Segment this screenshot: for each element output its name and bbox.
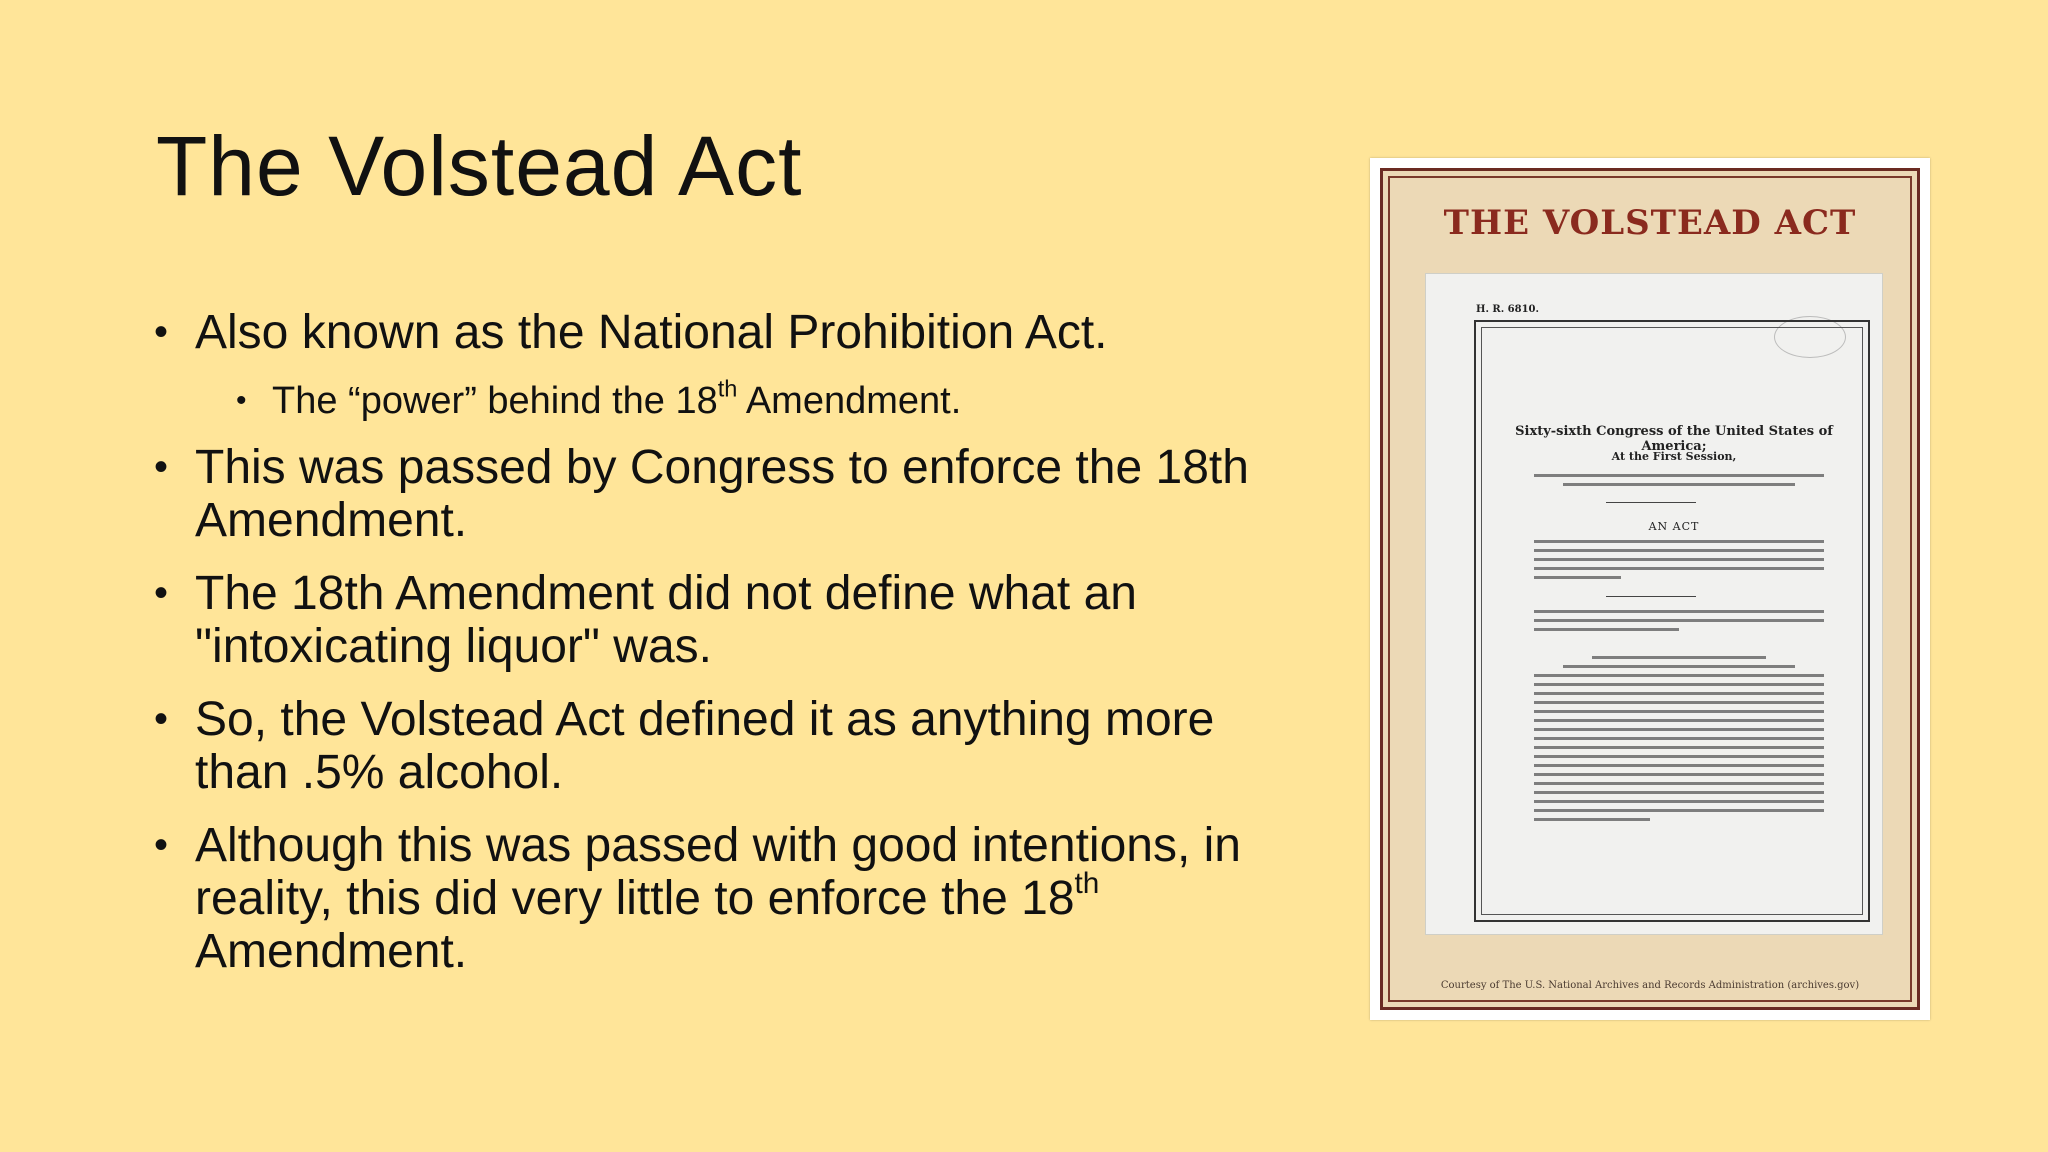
document-poster — [1380, 168, 1920, 1010]
document-congress-line: Sixty-sixth Congress of the United States of America; — [1515, 424, 1833, 454]
bullet-item — [150, 819, 1290, 978]
bullet-dot-icon: • — [154, 823, 169, 867]
bullet-text: Also known as the National Prohibition Act. — [195, 306, 1108, 359]
bill-number: H. R. 6810. — [1476, 304, 1539, 315]
bullet-superscript: th — [1074, 867, 1100, 901]
sub-bullet-superscript: th — [717, 375, 738, 402]
document-heading: THE VOLSTEAD ACT — [1443, 203, 1857, 243]
sub-bullet-text-post: Amendment. — [737, 380, 962, 422]
bullet-dot-icon: • — [154, 697, 169, 741]
document-paper — [1425, 273, 1883, 935]
bullet-text: So, the Volstead Act defined it as anything more than .5% alcohol. — [195, 693, 1215, 799]
bullet-text-post: Amendment. — [195, 925, 468, 978]
bullet-text: The 18th Amendment did not define what an "intoxicating liquor" was. — [195, 567, 1137, 673]
bullet-dot-icon: • — [154, 571, 169, 615]
bullet-dot-icon: • — [236, 384, 247, 417]
bullet-item — [150, 306, 1290, 359]
document-act-label: AN ACT — [1648, 520, 1700, 533]
slide-title: The Volstead Act — [156, 119, 803, 213]
bullet-item — [150, 693, 1290, 799]
bullet-item — [150, 441, 1290, 547]
bullet-item — [150, 567, 1290, 673]
document-session-line: At the First Session, — [1611, 450, 1737, 463]
document-text-block — [1534, 610, 1824, 637]
sub-bullet-text-pre: The “power” behind the 18 — [272, 380, 718, 422]
bullet-list — [150, 306, 1290, 998]
document-divider — [1606, 502, 1696, 503]
volstead-act-document-image — [1370, 158, 1930, 1020]
document-divider — [1606, 596, 1696, 597]
sub-bullet-item — [150, 375, 1290, 423]
document-text-block — [1534, 474, 1824, 492]
document-credit: Courtesy of The U.S. National Archives and Records Administration (archives.gov) — [1440, 980, 1860, 991]
bullet-text-pre: Although this was passed with good intentions, in reality, this did very little to enforce the 18 — [195, 819, 1241, 925]
bullet-text: This was passed by Congress to enforce the 18th Amendment. — [195, 441, 1249, 547]
document-text-block — [1534, 656, 1824, 827]
bullet-dot-icon: • — [154, 310, 169, 354]
bullet-dot-icon: • — [154, 445, 169, 489]
document-text-block — [1534, 540, 1824, 585]
